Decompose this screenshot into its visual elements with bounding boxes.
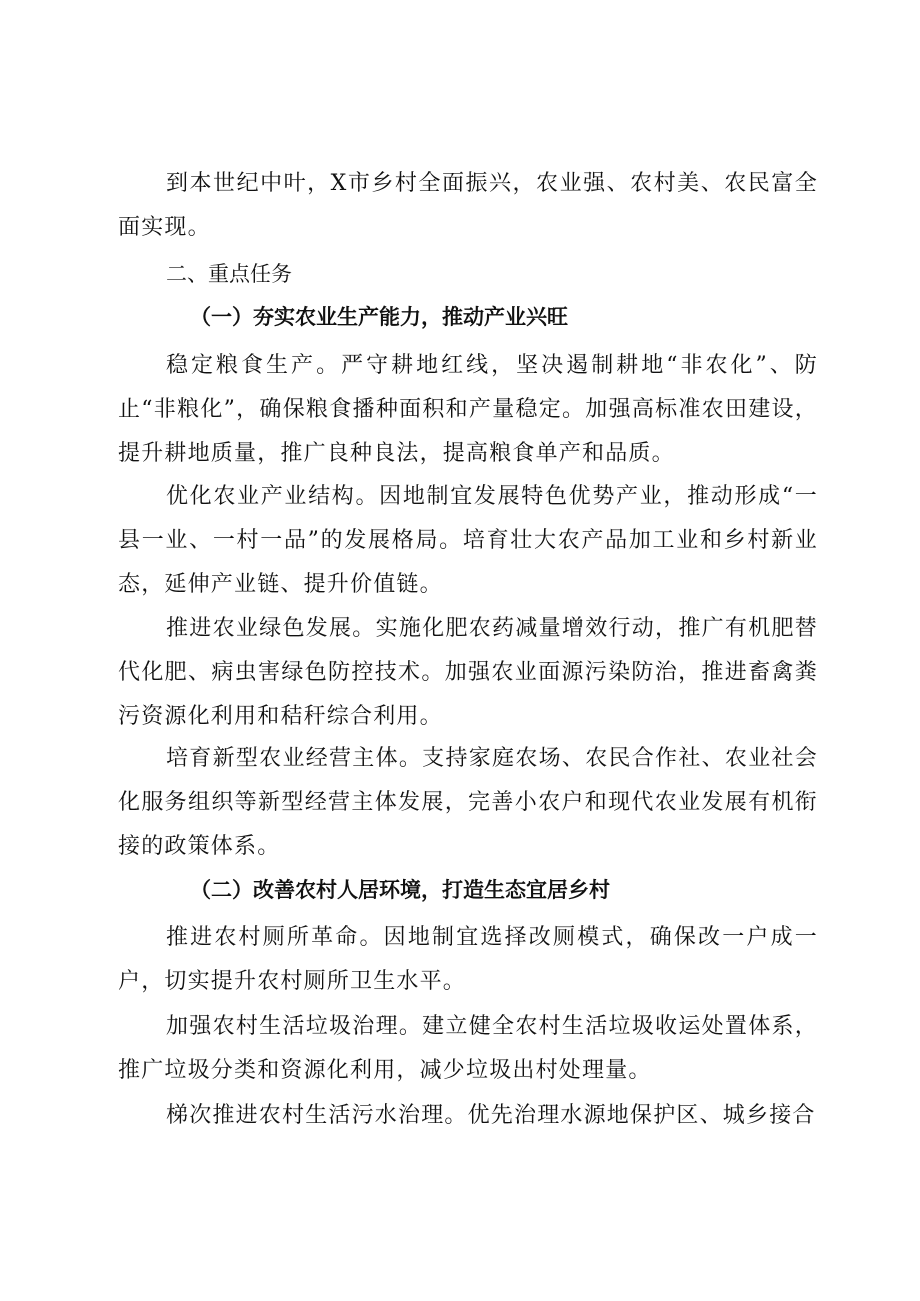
paragraph-sewage-treatment: 梯次推进农村生活污水治理。优先治理水源地保护区、城乡接合	[166, 1103, 816, 1128]
section-heading-key-tasks: 二、重点任务	[166, 262, 292, 286]
paragraph-toilet-revolution: 推进农村厕所革命。因地制宜选择改厕模式，确保改一户成一户，切实提升农村厕所卫生水平。	[118, 925, 818, 994]
paragraph-goal-mid-century: 到本世纪中叶，X市乡村全面振兴，农业强、农村美、农民富全面实现。	[118, 171, 818, 240]
paragraph-industry-structure: 优化农业产业结构。因地制宜发展特色优势产业，推动形成“一县一业、一村一品”的发展格局。培育壮大农产品加工业和乡村新业态，延伸产业链、提升价值链。	[118, 484, 818, 597]
paragraph-green-development: 推进农业绿色发展。实施化肥农药减量增效行动，推广有机肥替代化肥、病虫害绿色防控技术。加强农业面源污染防治，推进畜禽粪污资源化利用和秸秆综合利用。	[118, 616, 818, 729]
paragraph-grain-production: 稳定粮食生产。严守耕地红线，坚决遏制耕地“非农化”、防止“非粮化”，确保粮食播种面积和产量稳定。加强高标准农田建设，提升耕地质量，推广良种良法，提高粮食单产和品质。	[118, 353, 818, 466]
subsection-heading-2: （二）改善农村人居环境，打造生态宜居乡村	[190, 878, 610, 902]
paragraph-new-business-entities: 培育新型农业经营主体。支持家庭农场、农民合作社、农业社会化服务组织等新型经营主体发展，完善小农户和现代农业发展有机衔接的政策体系。	[118, 746, 818, 859]
subsection-heading-1: （一）夯实农业生产能力，推动产业兴旺	[190, 305, 568, 329]
paragraph-garbage-treatment: 加强农村生活垃圾治理。建立健全农村生活垃圾收运处置体系，推广垃圾分类和资源化利用，减少垃圾出村处理量。	[118, 1014, 818, 1083]
